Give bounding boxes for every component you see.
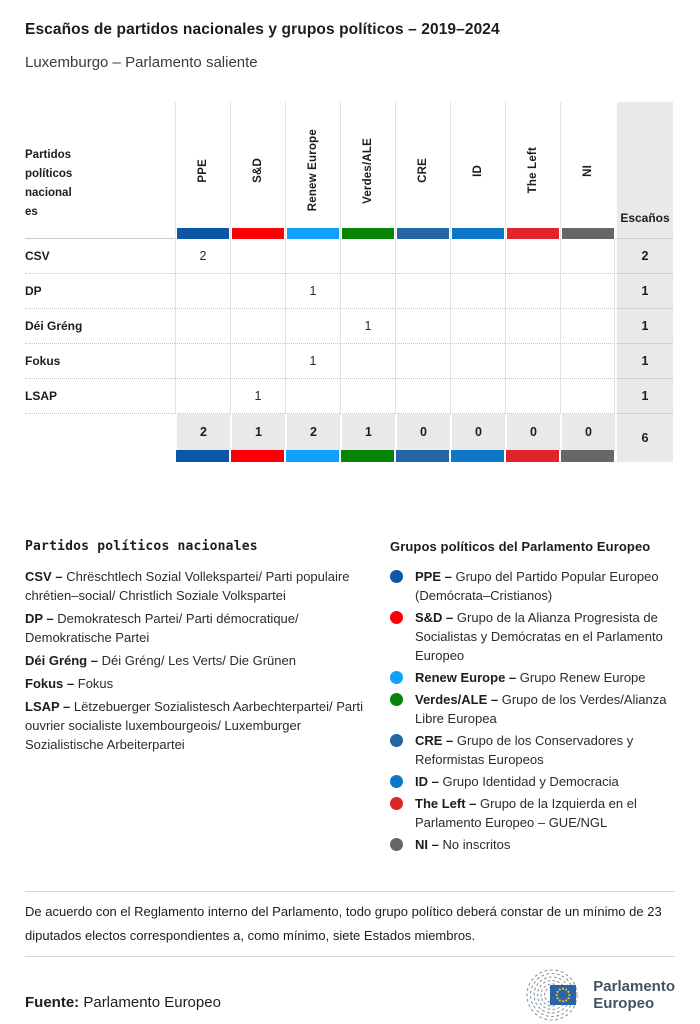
column-label: The Left (527, 147, 539, 194)
legend-item-verdes (390, 690, 675, 728)
column-label: NI (582, 164, 594, 177)
group-color-bar (507, 228, 559, 239)
legend-item-csv (25, 567, 373, 605)
group-desc: Grupo Identidad y Democracia (442, 774, 619, 789)
legend-item-renew (390, 668, 675, 687)
seat-cell (505, 379, 560, 414)
seat-cell (505, 239, 560, 274)
group-color-bar-bottom (340, 450, 395, 462)
seat-cell: 1 (285, 274, 340, 309)
page-subtitle: Luxemburgo – Parlamento saliente (25, 54, 258, 71)
bar (231, 450, 284, 462)
corner-header-line: Partidos (25, 149, 72, 161)
group-code: S&D – (415, 610, 454, 625)
seat-cell (175, 344, 230, 379)
seat-cell (285, 239, 340, 274)
logo-text (593, 978, 675, 1012)
seat-cell (175, 274, 230, 309)
group-color-bar-bottom (450, 450, 505, 462)
column-header-ni (560, 102, 615, 239)
cre-color-dot-icon (390, 734, 403, 747)
source-value: Parlamento Europeo (83, 994, 221, 1011)
footer (25, 969, 675, 1021)
legend-item-theleft (390, 794, 675, 832)
legend-item-deigreng (25, 651, 373, 670)
party-name-cell: CSV (25, 239, 175, 274)
party-code: Fokus – (25, 676, 75, 691)
group-color-bar (177, 228, 229, 239)
group-color-bar (397, 228, 449, 239)
legend-item-lsap (25, 697, 373, 754)
legend-item-ppe (390, 567, 675, 605)
bar (561, 450, 614, 462)
party-code: Déi Gréng – (25, 653, 98, 668)
party-name-cell: DP (25, 274, 175, 309)
party-desc: Lëtzebuerger Sozialistesch Aarbechterpartei/ Parti ouvrier socialiste luxembourgeois/ Luxemburger Sozialistische Arbeiterpartei (25, 699, 363, 752)
party-desc: Déi Gréng/ Les Verts/ Die Grünen (101, 653, 296, 668)
seat-cell (560, 309, 615, 344)
group-color-bar-bottom (230, 450, 285, 462)
legend-item-sd (390, 608, 675, 665)
bar (286, 450, 339, 462)
group-desc: Grupo Renew Europe (519, 670, 646, 685)
seat-cell (230, 239, 285, 274)
logo-text-line2: Europeo (593, 995, 655, 1012)
party-desc: Fokus (77, 676, 114, 691)
group-color-bar-bottom (560, 450, 615, 462)
seat-cell (505, 274, 560, 309)
political-groups-legend (390, 539, 675, 857)
hemicycle-icon (521, 969, 585, 1021)
totals-cell: 2 (285, 414, 340, 450)
column-header-cre (395, 102, 450, 239)
european-parliament-logo (521, 969, 675, 1021)
bar (506, 450, 559, 462)
column-label: PPE (197, 158, 209, 183)
party-name-cell: Déi Gréng (25, 309, 175, 344)
group-desc: Grupo de la Izquierda en el Parlamento Europeo – GUE/NGL (415, 796, 637, 830)
id-color-dot-icon (390, 775, 403, 788)
bar (396, 450, 449, 462)
seat-cell (450, 309, 505, 344)
column-header-verdes (340, 102, 395, 239)
legend-item-fokus (25, 674, 373, 693)
seat-cell (395, 379, 450, 414)
seat-cell: 1 (285, 344, 340, 379)
seat-cell (560, 274, 615, 309)
bars-blank-cell (25, 450, 175, 462)
political-groups-legend-title: Grupos políticos del Parlamento Europeo (390, 539, 651, 554)
legend-item-id (390, 772, 675, 791)
seats-total-cell: 1 (615, 344, 673, 379)
seat-cell (175, 309, 230, 344)
group-desc: Grupo del Partido Popular Europeo (Demócrata–Cristianos) (415, 569, 659, 603)
group-color-bar-bottom (395, 450, 450, 462)
legends (25, 539, 675, 857)
legend-item-ni (390, 835, 675, 854)
seat-cell (175, 379, 230, 414)
seat-cell: 2 (175, 239, 230, 274)
sd-color-dot-icon (390, 611, 403, 624)
ni-color-dot-icon (390, 838, 403, 851)
national-parties-legend (25, 539, 373, 857)
totals-cell: 0 (450, 414, 505, 450)
ppe-color-dot-icon (390, 570, 403, 583)
column-header-renew (285, 102, 340, 239)
group-desc: Grupo de la Alianza Progresista de Socialistas y Demócratas en el Parlamento Europeo (415, 610, 663, 663)
source-label: Fuente: (25, 994, 80, 1011)
seats-total-cell: 1 (615, 274, 673, 309)
seat-cell (230, 274, 285, 309)
bar (451, 450, 504, 462)
seat-cell (285, 379, 340, 414)
eu-flag-icon (550, 985, 576, 1005)
seat-cell (505, 344, 560, 379)
totals-blank-cell (25, 414, 175, 450)
column-header-theleft (505, 102, 560, 239)
seat-cell (560, 379, 615, 414)
party-desc: Demokratesch Partei/ Parti démocratique/ Demokratische Partei (25, 611, 299, 645)
group-color-bar-bottom (175, 450, 230, 462)
corner-header (25, 102, 175, 239)
footnote: De acuerdo con el Reglamento interno del Parlamento, todo grupo político deberá constar de un mínimo de 23 diputados electos correspondientes a, como mínimo, siete Estados miembros. (25, 904, 662, 943)
group-desc: Grupo de los Conservadores y Reformistas Europeos (415, 733, 634, 767)
grand-total-cell: 6 (615, 414, 673, 462)
party-name-cell: Fokus (25, 344, 175, 379)
group-color-bar (342, 228, 394, 239)
seat-cell (395, 344, 450, 379)
group-color-bar (562, 228, 614, 239)
seat-cell (340, 379, 395, 414)
group-color-bar-bottom (285, 450, 340, 462)
seat-cell (450, 239, 505, 274)
seat-cell (340, 344, 395, 379)
totals-cell: 1 (230, 414, 285, 450)
group-code: ID – (415, 774, 439, 789)
column-label: Renew Europe (307, 129, 319, 212)
seats-label: Escaños (620, 211, 670, 225)
seat-cell (560, 239, 615, 274)
divider (25, 956, 675, 957)
party-name-cell: LSAP (25, 379, 175, 414)
party-code: LSAP – (25, 699, 71, 714)
group-color-bar (287, 228, 339, 239)
seat-cell (395, 309, 450, 344)
seats-total-cell: 1 (615, 309, 673, 344)
seat-cell (230, 309, 285, 344)
group-desc: No inscritos (442, 837, 511, 852)
legend-item-dp (25, 609, 373, 647)
column-label: Verdes/ALE (362, 137, 374, 204)
column-label: S&D (252, 158, 264, 183)
seats-column-header (615, 102, 673, 239)
party-code: CSV – (25, 569, 63, 584)
column-header-ppe (175, 102, 230, 239)
group-desc: Grupo de los Verdes/Alianza Libre Europea (415, 692, 667, 726)
page-title: Escaños de partidos nacionales y grupos políticos – 2019–2024 (25, 21, 500, 38)
national-parties-legend-title: Partidos políticos nacionales (25, 539, 258, 554)
group-color-bar (452, 228, 504, 239)
bar (176, 450, 229, 462)
column-label: ID (472, 164, 484, 177)
party-code: DP – (25, 611, 54, 626)
renew-color-dot-icon (390, 671, 403, 684)
seats-table (25, 102, 673, 462)
theleft-color-dot-icon (390, 797, 403, 810)
seats-total-cell: 1 (615, 379, 673, 414)
seat-cell (450, 379, 505, 414)
legend-item-cre (390, 731, 675, 769)
seat-cell (505, 309, 560, 344)
totals-cell: 1 (340, 414, 395, 450)
seat-cell (450, 344, 505, 379)
seat-cell (560, 344, 615, 379)
logo-text-line1: Parlamento (593, 978, 675, 995)
seats-total-cell: 2 (615, 239, 673, 274)
corner-header-line: es (25, 206, 38, 218)
group-code: NI – (415, 837, 439, 852)
totals-cell: 0 (560, 414, 615, 450)
bar (341, 450, 394, 462)
corner-header-line: políticos (25, 168, 73, 180)
seat-cell (340, 274, 395, 309)
corner-header-line: nacional (25, 187, 72, 199)
group-code: Verdes/ALE – (415, 692, 499, 707)
seat-cell (340, 239, 395, 274)
seat-cell (230, 344, 285, 379)
column-header-id (450, 102, 505, 239)
group-code: Renew Europe – (415, 670, 517, 685)
seat-cell (285, 309, 340, 344)
party-desc: Chrëschtlech Sozial Vollekspartei/ Parti populaire chrétien–social/ Christlich Soziale Volkspartei (25, 569, 350, 603)
column-header-sd (230, 102, 285, 239)
seat-cell (395, 274, 450, 309)
group-color-bar-bottom (505, 450, 560, 462)
group-code: PPE – (415, 569, 452, 584)
seat-cell: 1 (340, 309, 395, 344)
seat-cell (450, 274, 505, 309)
totals-cell: 2 (175, 414, 230, 450)
divider (25, 891, 675, 892)
verdes-color-dot-icon (390, 693, 403, 706)
group-code: CRE – (415, 733, 454, 748)
seat-cell: 1 (230, 379, 285, 414)
column-label: CRE (417, 158, 429, 183)
seat-cell (395, 239, 450, 274)
totals-cell: 0 (395, 414, 450, 450)
group-color-bar (232, 228, 284, 239)
group-code: The Left – (415, 796, 477, 811)
totals-cell: 0 (505, 414, 560, 450)
